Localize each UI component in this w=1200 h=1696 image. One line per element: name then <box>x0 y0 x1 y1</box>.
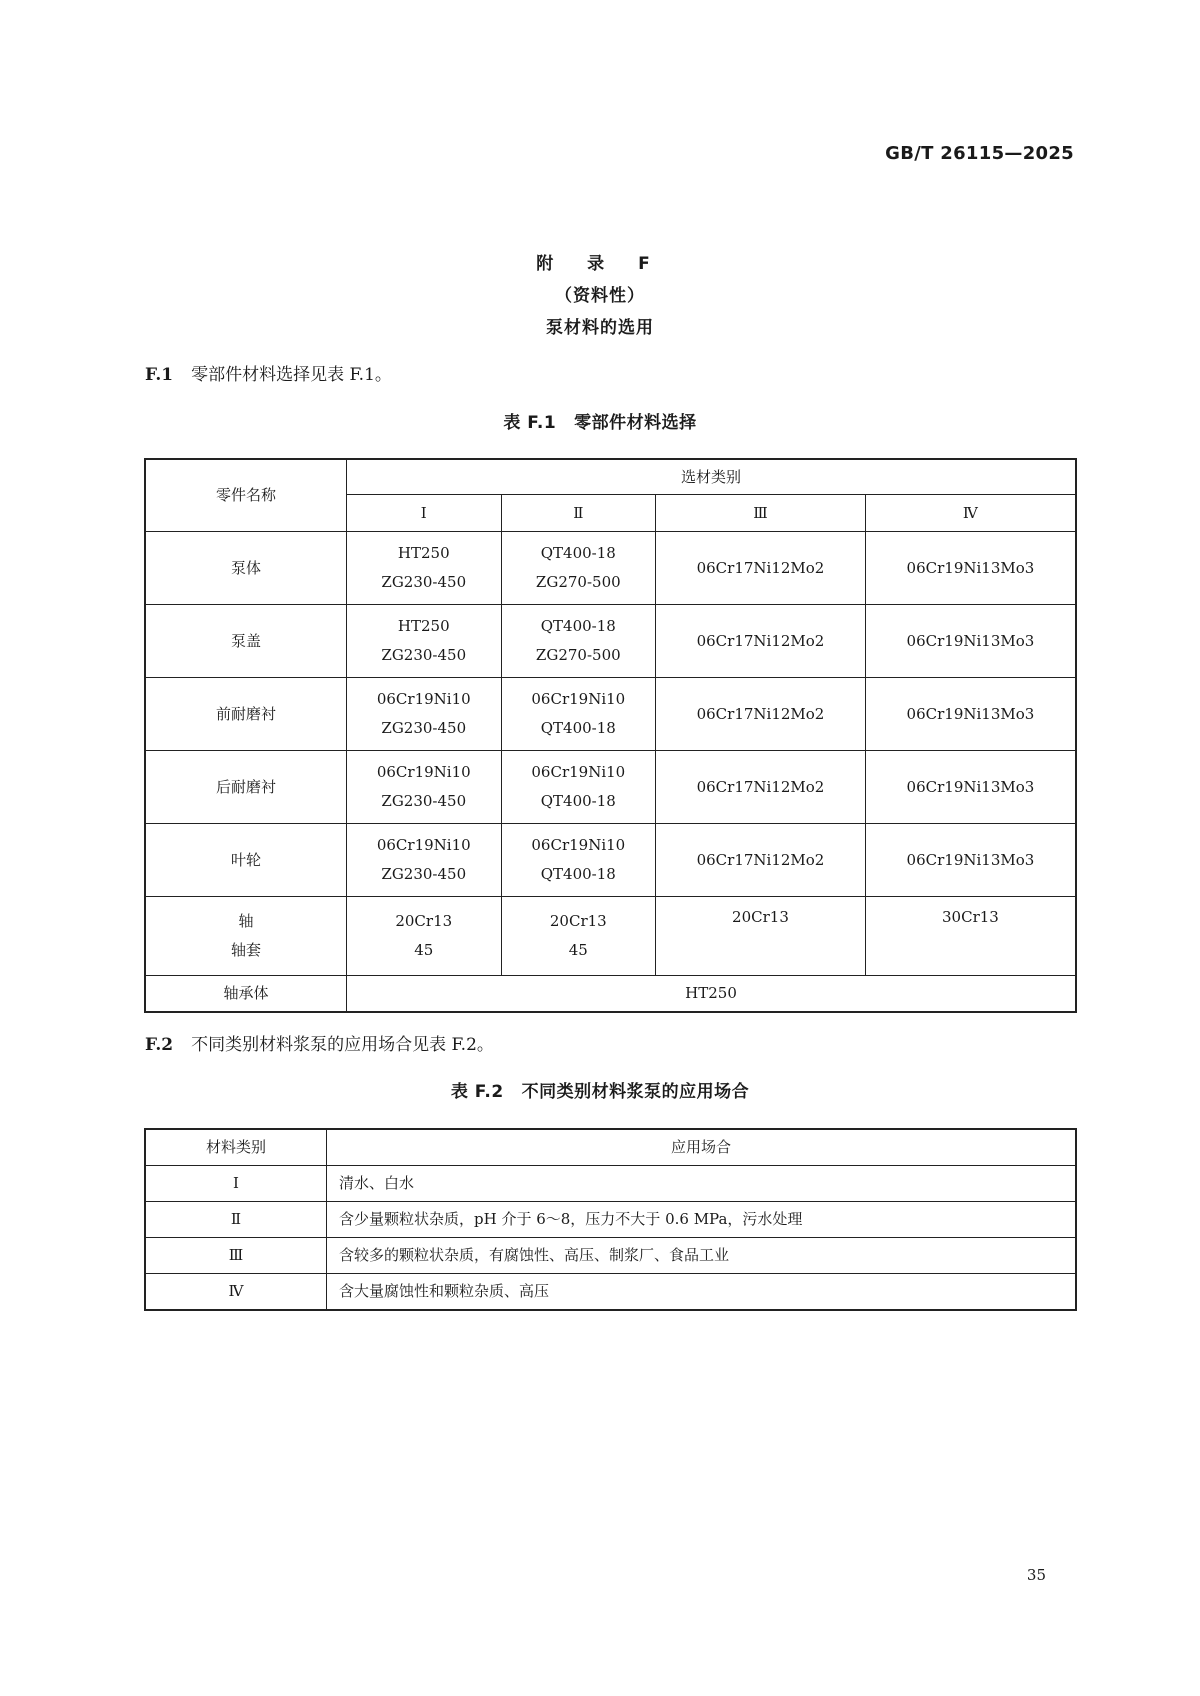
table-row <box>145 1202 1076 1238</box>
application-cell: 含少量颗粒状杂质，pH 介于 6～8，压力不大于 0.6 MPa，污水处理 <box>327 1202 1077 1238</box>
table-row <box>145 824 1076 897</box>
material-cell: 06Cr19Ni10 ZG230-450 <box>347 678 502 751</box>
class-cell: Ⅳ <box>145 1274 327 1311</box>
material-cell: 06Cr17Ni12Mo2 <box>656 824 866 897</box>
part-name: 轴 轴套 <box>145 897 347 976</box>
header-class-2: Ⅱ <box>501 495 656 532</box>
header-class-4: Ⅳ <box>865 495 1076 532</box>
table2-number: 表 F.2 <box>450 1082 504 1102</box>
table-row <box>145 1166 1076 1202</box>
standard-number: GB/T 26115—2025 <box>885 143 1074 164</box>
material-cell: HT250 <box>347 976 1077 1013</box>
class-cell: Ⅱ <box>145 1202 327 1238</box>
material-cell: 06Cr19Ni10 ZG230-450 <box>347 824 502 897</box>
appendix-title: 附 录 F <box>536 254 664 274</box>
part-name: 泵体 <box>145 532 347 605</box>
material-cell: HT250 ZG230-450 <box>347 532 502 605</box>
application-cell: 含大量腐蚀性和颗粒杂质、高压 <box>327 1274 1077 1311</box>
material-cell: 06Cr19Ni10 QT400-18 <box>501 751 656 824</box>
part-name: 后耐磨衬 <box>145 751 347 824</box>
application-cell: 清水、白水 <box>327 1166 1077 1202</box>
material-cell: 06Cr17Ni12Mo2 <box>656 751 866 824</box>
material-cell: 06Cr17Ni12Mo2 <box>656 532 866 605</box>
table-row <box>145 1238 1076 1274</box>
part-name: 泵盖 <box>145 605 347 678</box>
material-cell: 06Cr19Ni13Mo3 <box>865 605 1076 678</box>
application-cell: 含较多的颗粒状杂质，有腐蚀性、高压、制浆厂、食品工业 <box>327 1238 1077 1274</box>
class-cell: Ⅰ <box>145 1166 327 1202</box>
material-cell: 06Cr19Ni13Mo3 <box>865 678 1076 751</box>
table2-caption <box>0 1077 1200 1102</box>
header-material-class: 材料类别 <box>145 1129 327 1166</box>
table1-caption <box>0 408 1200 433</box>
header-material-class: 选材类别 <box>347 459 1077 495</box>
material-cell: QT400-18 ZG270-500 <box>501 605 656 678</box>
appendix-nature: （资料性） <box>555 286 645 306</box>
table-row <box>145 751 1076 824</box>
table-row <box>145 605 1076 678</box>
class-cell: Ⅲ <box>145 1238 327 1274</box>
clause-f2 <box>145 1030 494 1055</box>
material-cell: 06Cr19Ni13Mo3 <box>865 532 1076 605</box>
material-cell: 30Cr13 <box>865 897 1076 976</box>
page-number: 35 <box>1026 1566 1046 1584</box>
material-cell: 06Cr17Ni12Mo2 <box>656 678 866 751</box>
header-class-3: Ⅲ <box>656 495 866 532</box>
table-row <box>145 1274 1076 1311</box>
part-name: 叶轮 <box>145 824 347 897</box>
material-cell: 06Cr19Ni10 QT400-18 <box>501 678 656 751</box>
material-cell: 20Cr13 45 <box>347 897 502 976</box>
table-row <box>145 897 1076 976</box>
clause-f1 <box>145 360 392 385</box>
appendix-subject: 泵材料的选用 <box>546 318 654 338</box>
part-name: 前耐磨衬 <box>145 678 347 751</box>
table-row <box>145 976 1076 1013</box>
header-class-1: Ⅰ <box>347 495 502 532</box>
table1-number: 表 F.1 <box>503 413 557 433</box>
clause-number: F.1 <box>145 365 174 385</box>
table2-title: 不同类别材料浆泵的应用场合 <box>521 1082 750 1102</box>
material-cell: HT250 ZG230-450 <box>347 605 502 678</box>
table1-title: 零部件材料选择 <box>574 413 697 433</box>
header-part-name: 零件名称 <box>145 459 347 532</box>
material-cell: 06Cr19Ni13Mo3 <box>865 824 1076 897</box>
part-name: 轴承体 <box>145 976 347 1013</box>
table-row <box>145 678 1076 751</box>
table-row <box>145 532 1076 605</box>
material-cell: 06Cr19Ni13Mo3 <box>865 751 1076 824</box>
application-table <box>144 1128 1077 1311</box>
clause-number: F.2 <box>145 1035 174 1055</box>
material-cell: 06Cr19Ni10 ZG230-450 <box>347 751 502 824</box>
clause-text: 不同类别材料浆泵的应用场合见表 F.2。 <box>191 1035 494 1055</box>
material-cell: 06Cr19Ni10 QT400-18 <box>501 824 656 897</box>
parts-material-table <box>144 458 1077 1013</box>
material-cell: 06Cr17Ni12Mo2 <box>656 605 866 678</box>
header-application: 应用场合 <box>327 1129 1077 1166</box>
material-cell: 20Cr13 <box>656 897 866 976</box>
material-cell: QT400-18 ZG270-500 <box>501 532 656 605</box>
material-cell: 20Cr13 45 <box>501 897 656 976</box>
clause-text: 零部件材料选择见表 F.1。 <box>191 365 392 385</box>
